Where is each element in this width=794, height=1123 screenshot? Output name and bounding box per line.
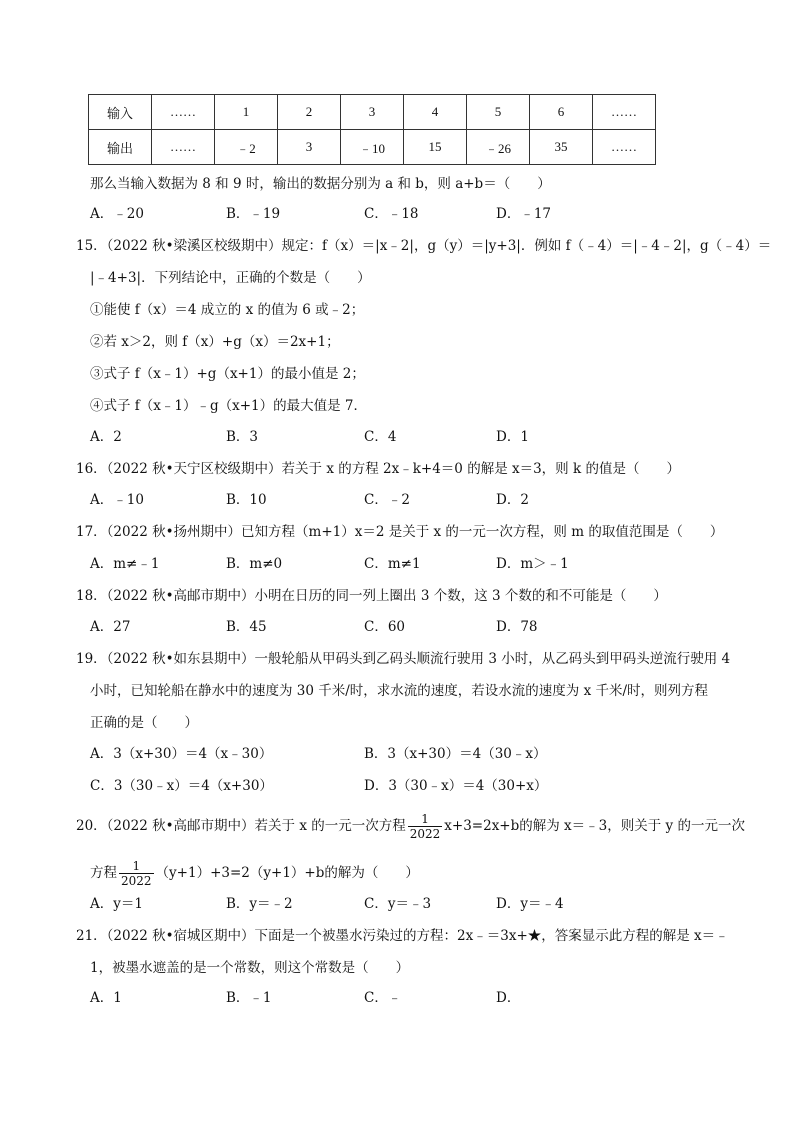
fraction-numerator: 1 bbox=[119, 859, 154, 874]
table-cell: 3 bbox=[278, 130, 341, 165]
table-row-output bbox=[89, 130, 656, 165]
question-19-line-3: 正确的是（ ） bbox=[90, 715, 198, 731]
q20-mid-1: x+3=2x+b bbox=[444, 818, 520, 834]
option-b: B．﹣1 bbox=[226, 990, 272, 1006]
fraction bbox=[408, 812, 443, 841]
table-cell: 15 bbox=[404, 130, 467, 165]
option-c: C．﹣2 bbox=[364, 492, 410, 508]
option-a: A．﹣20 bbox=[90, 206, 144, 222]
option-d: D．m＞﹣1 bbox=[496, 556, 569, 572]
question-16-text: 16．（2022 秋•天宁区校级期中）若关于 x 的方程 2x﹣k+4＝0 的解是 x＝3，则 k 的值是（ ） bbox=[76, 461, 680, 477]
option-b: B．m≠0 bbox=[226, 556, 283, 572]
question-19-line-1: 19．（2022 秋•如东县期中）一般轮船从甲码头到乙码头顺流行驶用 3 小时，从乙码头到甲码头逆流行驶用 4 bbox=[76, 651, 731, 667]
option-c: C．y＝﹣3 bbox=[364, 896, 432, 912]
table-cell: 4 bbox=[404, 95, 467, 130]
table-cell: …… bbox=[152, 95, 215, 130]
table-cell: 5 bbox=[467, 95, 530, 130]
table-cell: …… bbox=[152, 130, 215, 165]
option-c: C．4 bbox=[364, 429, 397, 445]
q20-post-2: 的解为（ ） bbox=[324, 865, 419, 881]
option-c: C．m≠1 bbox=[364, 556, 421, 572]
option-c: C．﹣ bbox=[364, 990, 402, 1006]
statement-4: ④式子 f（x﹣1）﹣g（x+1）的最大值是 7． bbox=[90, 398, 368, 414]
option-c: C．﹣18 bbox=[364, 206, 419, 222]
table-cell: 2 bbox=[278, 95, 341, 130]
table-cell: ﹣26 bbox=[467, 130, 530, 165]
fraction-denominator: 2022 bbox=[409, 827, 441, 841]
statement-2: ②若 x＞2，则 f（x）+g（x）＝2x+1； bbox=[90, 334, 340, 350]
q20-mid-2: （y+1）+3=2（y+1）+b bbox=[155, 865, 325, 881]
table-cell: 输出 bbox=[89, 130, 152, 165]
option-b: B．﹣19 bbox=[226, 206, 281, 222]
option-d: D．2 bbox=[496, 492, 529, 508]
fraction-denominator: 2022 bbox=[121, 874, 152, 888]
question-17-text: 17．（2022 秋•扬州期中）已知方程（m+1）x＝2 是关于 x 的一元一次方程，则 m 的取值范围是（ ） bbox=[76, 524, 724, 540]
option-c: C．3（30﹣x）＝4（x+30） bbox=[90, 778, 273, 794]
option-d: D． bbox=[496, 990, 521, 1006]
option-a: A．27 bbox=[90, 619, 131, 635]
q20-pre-2: 方程 bbox=[90, 865, 117, 881]
option-a: A．y＝1 bbox=[90, 896, 143, 912]
option-d: D．1 bbox=[496, 429, 529, 445]
option-a: A．3（x+30）＝4（x﹣30） bbox=[90, 746, 273, 762]
option-d: D．78 bbox=[496, 619, 538, 635]
table-cell: ﹣2 bbox=[215, 130, 278, 165]
option-d: D．3（30﹣x）＝4（30+x） bbox=[364, 778, 548, 794]
question-15-line-1: 15．（2022 秋•梁溪区校级期中）规定：f（x）＝|x﹣2|，g（y）＝|y+3|．例如 f（﹣4）＝|﹣4﹣2|，g（﹣4）＝ bbox=[76, 238, 772, 254]
question-21-line-1: 21．（2022 秋•宿城区期中）下面是一个被墨水污染过的方程：2x﹣＝3x+★，答案显示此方程的解是 x＝﹣ bbox=[76, 928, 729, 944]
option-a: A．1 bbox=[90, 990, 122, 1006]
option-d: D．﹣17 bbox=[496, 206, 552, 222]
q20-post-1: 的解为 x＝﹣3，则关于 y 的一元一次 bbox=[519, 818, 745, 834]
fraction bbox=[119, 859, 154, 888]
option-c: C．60 bbox=[364, 619, 406, 635]
question-20-line-2 bbox=[90, 859, 419, 888]
option-d: D．y＝﹣4 bbox=[496, 896, 564, 912]
table-cell: 35 bbox=[530, 130, 593, 165]
option-b: B．3 bbox=[226, 429, 259, 445]
table-cell: …… bbox=[593, 130, 656, 165]
question-14-text: 那么当输入数据为 8 和 9 时，输出的数据分别为 a 和 b，则 a+b＝（ ） bbox=[90, 176, 551, 192]
option-b: B．45 bbox=[226, 619, 267, 635]
q20-pre-1: 20．（2022 秋•高邮市期中）若关于 x 的一元一次方程 bbox=[76, 818, 406, 834]
question-18-text: 18．（2022 秋•高邮市期中）小明在日历的同一列上圈出 3 个数，这 3 个数的和不可能是（ ） bbox=[76, 588, 667, 604]
option-a: A．2 bbox=[90, 429, 122, 445]
table-cell: 3 bbox=[341, 95, 404, 130]
table-cell: 6 bbox=[530, 95, 593, 130]
table-cell: ﹣10 bbox=[341, 130, 404, 165]
input-output-table bbox=[88, 94, 656, 165]
option-a: A．﹣10 bbox=[90, 492, 144, 508]
question-19-line-2: 小时，已知轮船在静水中的速度为 30 千米/时，求水流的速度，若设水流的速度为 x 千米/时，则列方程 bbox=[90, 683, 709, 699]
statement-3: ③式子 f（x﹣1）+g（x+1）的最小值是 2； bbox=[90, 366, 365, 382]
question-21-line-2: 1，被墨水遮盖的是一个常数，则这个常数是（ ） bbox=[90, 960, 410, 976]
option-b: B．3（x+30）＝4（30﹣x） bbox=[364, 746, 547, 762]
option-a: A．m≠﹣1 bbox=[90, 556, 160, 572]
table-cell: …… bbox=[593, 95, 656, 130]
table-row-input bbox=[89, 95, 656, 130]
option-b: B．10 bbox=[226, 492, 267, 508]
table-cell: 输入 bbox=[89, 95, 152, 130]
question-15-line-2: |﹣4+3|．下列结论中，正确的个数是（ ） bbox=[90, 270, 371, 286]
table-cell: 1 bbox=[215, 95, 278, 130]
option-b: B．y＝﹣2 bbox=[226, 896, 293, 912]
fraction-numerator: 1 bbox=[408, 812, 443, 827]
statement-1: ①能使 f（x）＝4 成立的 x 的值为 6 或﹣2； bbox=[90, 302, 365, 318]
question-20-line-1 bbox=[76, 812, 745, 841]
